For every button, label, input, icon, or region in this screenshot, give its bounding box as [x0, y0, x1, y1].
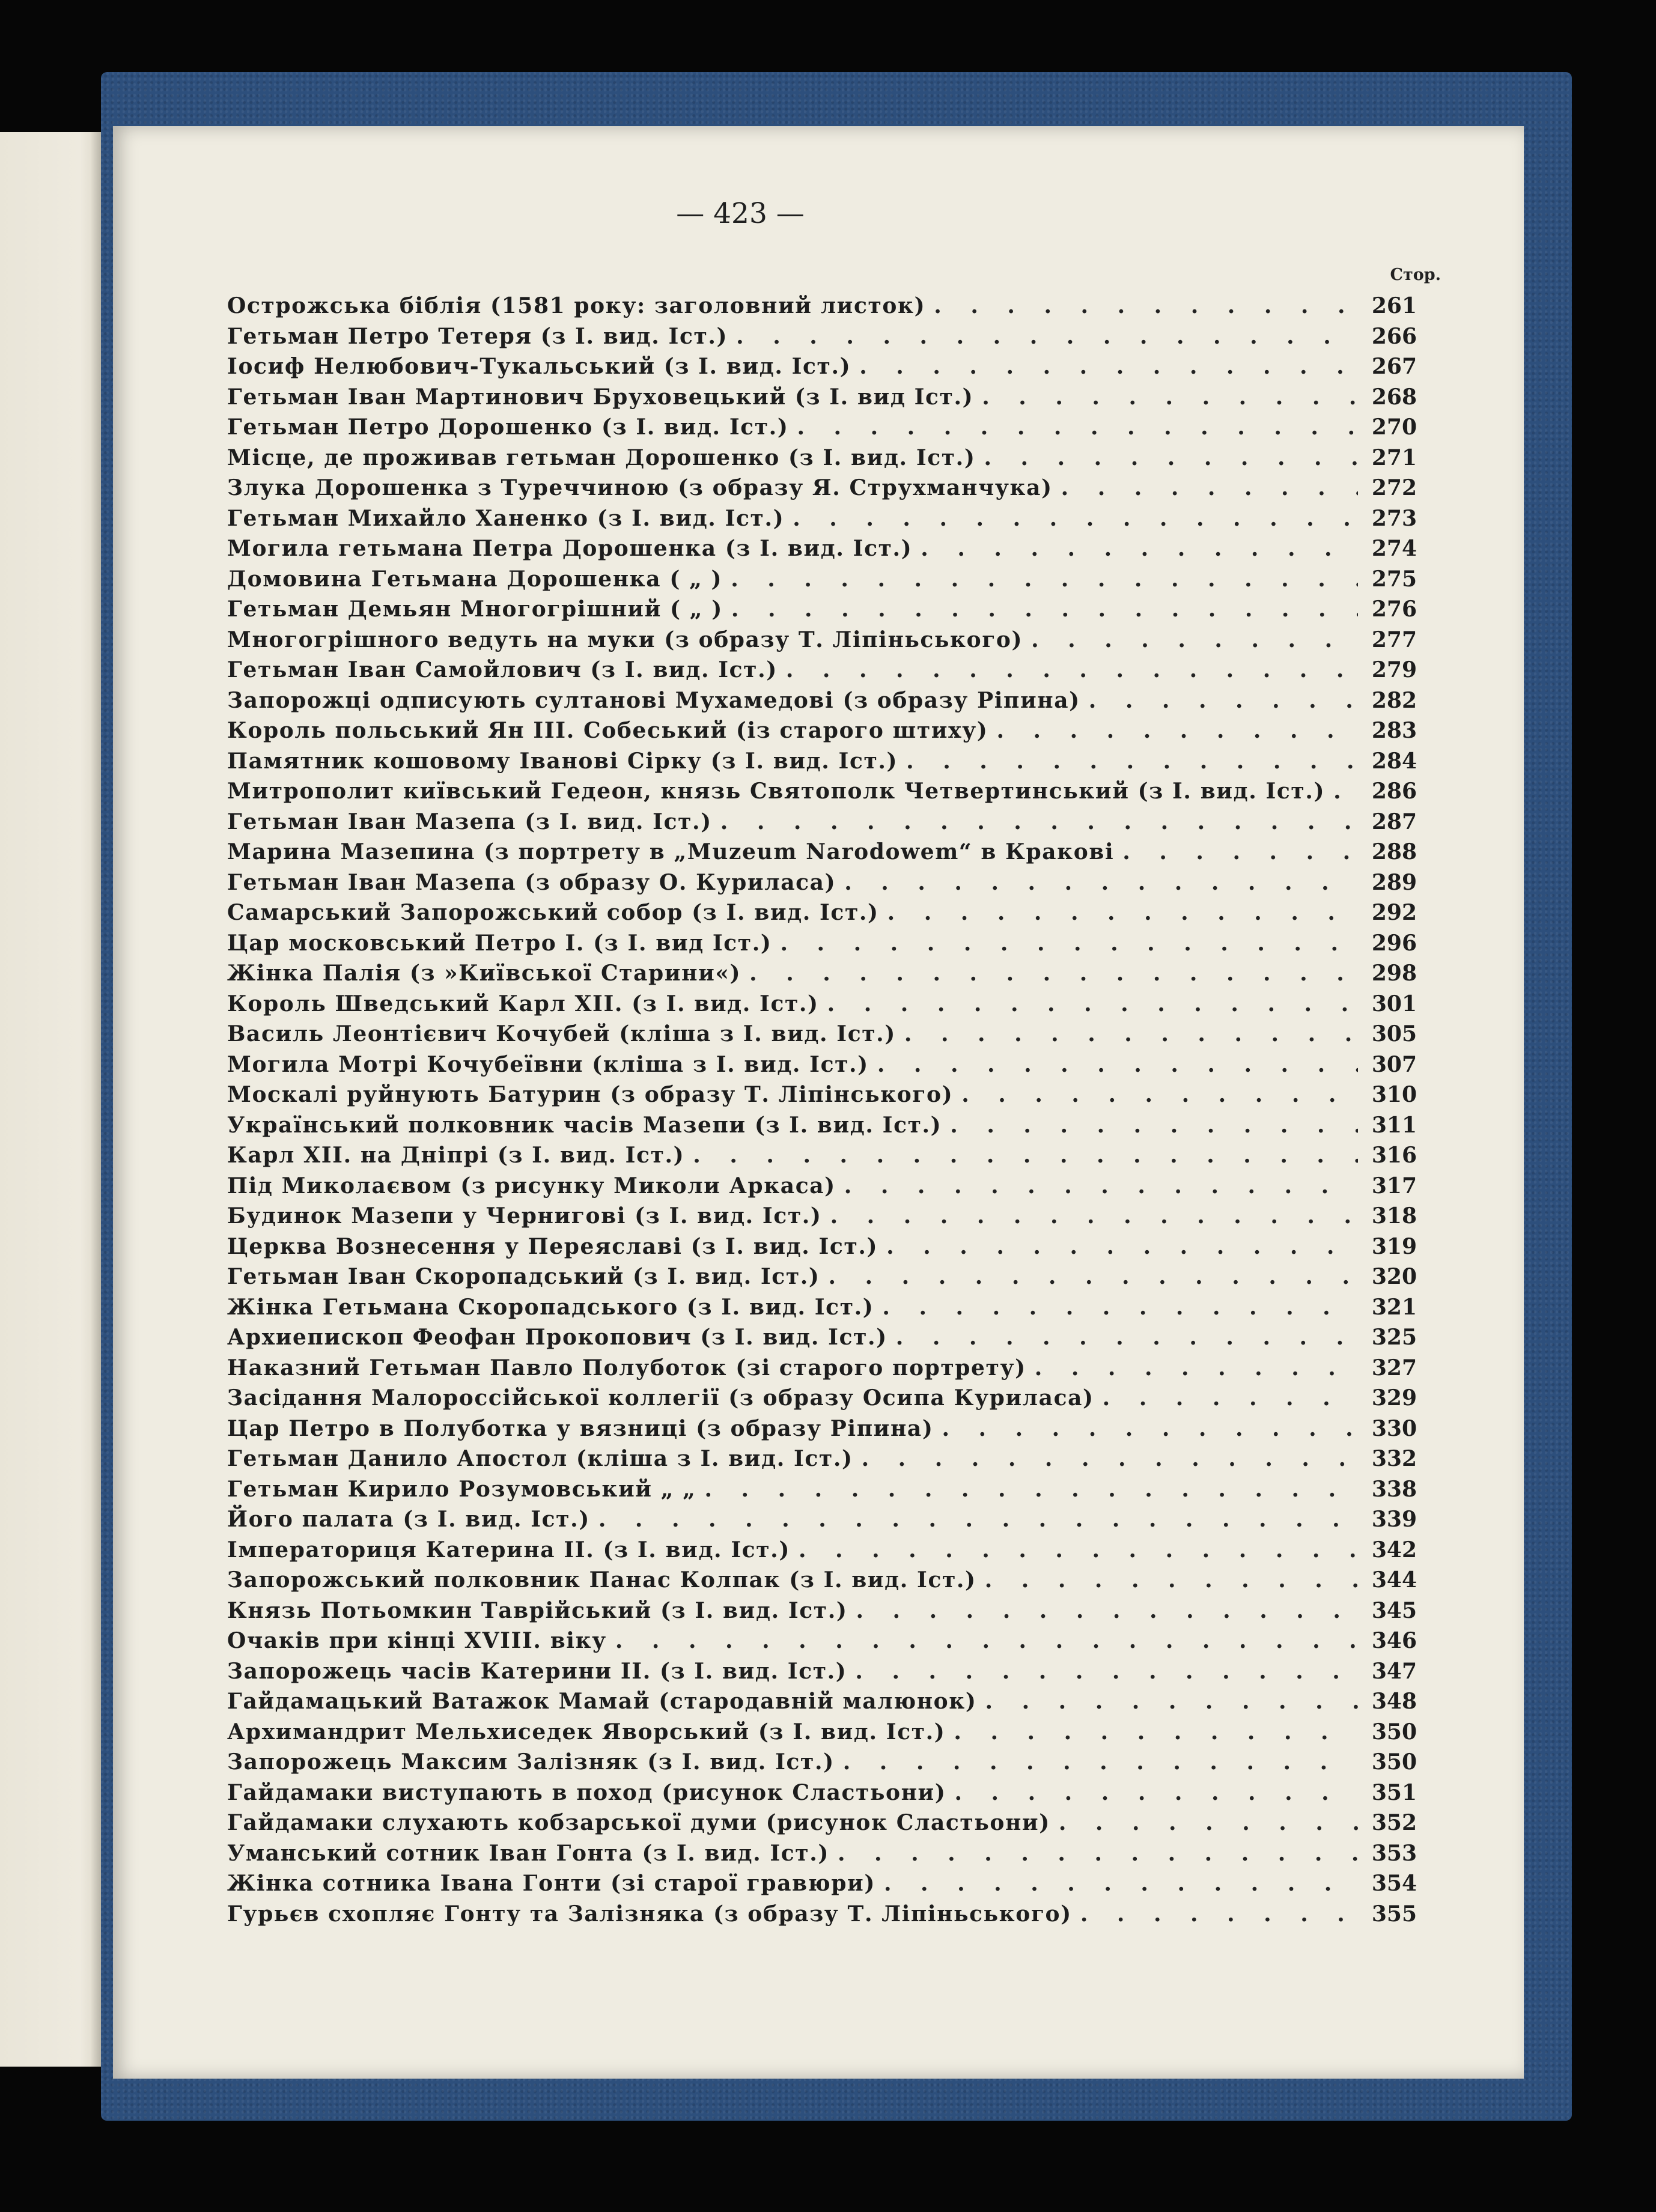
list-item [227, 1780, 1417, 1811]
dot-leader [882, 1295, 1358, 1320]
list-item [227, 1659, 1417, 1689]
entry-title: Король Шведський Карл XII. (з І. вид. Іст.) [227, 991, 819, 1016]
dot-leader [843, 1749, 1358, 1775]
dot-leader [693, 1143, 1358, 1168]
entry-page-number: 275 [1371, 566, 1417, 592]
entry-page-number: 272 [1371, 475, 1417, 500]
list-item [227, 354, 1417, 384]
entry-page-number: 319 [1371, 1233, 1417, 1259]
list-item [227, 1628, 1417, 1659]
dot-leader [950, 1113, 1358, 1138]
list-item [227, 1749, 1417, 1780]
list-item [227, 1143, 1417, 1173]
entry-title: Гетьман Петро Дорошенко (з І. вид. Іст.) [227, 415, 789, 440]
entry-page-number: 284 [1371, 748, 1417, 774]
book-page [113, 126, 1524, 2079]
list-item [227, 445, 1417, 476]
entry-title: Гурьєв схопляє Гонту та Залізняка (з образу Т. Ліпіньського) [227, 1901, 1072, 1927]
entry-page-number: 298 [1371, 961, 1417, 986]
entry-page-number: 350 [1371, 1749, 1417, 1775]
entry-title: Памятник кошовому Іванові Сірку (з І. вид. Іст.) [227, 748, 898, 774]
entry-page-number: 270 [1371, 415, 1417, 440]
dot-leader [797, 415, 1358, 440]
entry-title: Місце, де проживав гетьман Дорошенко (з І. вид. Іст.) [227, 445, 976, 470]
entry-title: Домовина Гетьмана Дорошенка ( „ ) [227, 566, 723, 592]
list-item [227, 1810, 1417, 1841]
entry-page-number: 339 [1371, 1507, 1417, 1532]
list-item [227, 1052, 1417, 1083]
list-item [227, 1082, 1417, 1113]
entry-title: Гетьман Кирило Розумовський „ „ [227, 1476, 696, 1502]
dot-leader [704, 1477, 1358, 1502]
dot-leader [844, 870, 1358, 895]
entry-page-number: 347 [1371, 1658, 1417, 1684]
list-item [227, 1264, 1417, 1295]
entry-page-number: 301 [1371, 991, 1417, 1016]
entry-page-number: 348 [1371, 1689, 1417, 1714]
entry-title: Гетьман Іван Самойлович (з І. вид. Іст.) [227, 657, 778, 682]
list-item [227, 567, 1417, 597]
list-item [227, 475, 1417, 506]
dot-leader [615, 1628, 1358, 1653]
entry-title: Гайдамаки виступають в поход (рисунок Сластьони) [227, 1779, 946, 1805]
dot-leader [887, 900, 1358, 925]
dot-leader [780, 931, 1358, 956]
entry-page-number: 311 [1371, 1112, 1417, 1138]
list-item [227, 809, 1417, 840]
list-item [227, 415, 1417, 445]
entry-page-number: 277 [1371, 627, 1417, 652]
page-number: — 423 — [676, 197, 805, 230]
entry-title: Гетьман Іван Мазепа (з образу О. Куриласа) [227, 869, 836, 895]
entry-title: Василь Леонтієвич Кочубей (кліша з І. вид. Іст.) [227, 1021, 896, 1047]
list-item [227, 991, 1417, 1022]
dot-leader [786, 657, 1358, 682]
dot-leader [934, 293, 1358, 318]
list-item [227, 839, 1417, 870]
list-item [227, 1446, 1417, 1477]
list-item [227, 657, 1417, 688]
list-item [227, 1295, 1417, 1325]
entry-page-number: 289 [1371, 869, 1417, 895]
list-item [227, 1113, 1417, 1143]
entry-title: Цар московський Петро І. (з І. вид Іст.) [227, 930, 772, 956]
entry-page-number: 325 [1371, 1325, 1417, 1350]
dot-leader [1061, 475, 1358, 500]
entry-title: Марина Мазепина (з портрету в „Muzeum Narodowem“ в Кракові [227, 839, 1115, 864]
entry-title: Гетьман Петро Тетеря (з І. вид. Іст.) [227, 323, 728, 349]
list-item [227, 961, 1417, 991]
dot-leader [856, 1598, 1358, 1623]
dot-leader [996, 718, 1358, 743]
dot-leader [1103, 1385, 1358, 1411]
entry-title: Запорожський полковник Панас Колпак (з І. вид. Іст.) [227, 1567, 976, 1593]
entry-page-number: 320 [1371, 1264, 1417, 1289]
entry-page-number: 268 [1371, 384, 1417, 410]
entry-title: Цар Петро в Полуботка у вязниці (з образу Ріпина) [227, 1415, 934, 1441]
entry-page-number: 316 [1371, 1143, 1417, 1168]
entry-title: Жінка сотника Івана Гонти (зі старої гравюри) [227, 1871, 875, 1896]
dot-leader [799, 1537, 1358, 1563]
list-item [227, 688, 1417, 719]
dot-leader [844, 1173, 1358, 1199]
list-item [227, 870, 1417, 901]
list-item [227, 1719, 1417, 1750]
entry-page-number: 292 [1371, 900, 1417, 925]
entry-title: Уманський сотник Іван Гонта (з І. вид. Іст.) [227, 1840, 829, 1866]
entry-page-number: 338 [1371, 1476, 1417, 1502]
dot-leader [961, 1082, 1358, 1107]
entry-page-number: 346 [1371, 1628, 1417, 1653]
dot-leader [904, 1021, 1358, 1047]
entry-page-number: 274 [1371, 536, 1417, 561]
dot-leader [954, 1780, 1358, 1805]
entry-title: Запорожець часів Катерини II. (з І. вид. Іст.) [227, 1658, 847, 1684]
entry-title: Засідання Малороссійської коллегії (з образу Осипа Куриласа) [227, 1385, 1094, 1411]
entry-page-number: 345 [1371, 1597, 1417, 1623]
entry-title: Запорожець Максим Залізняк (з І. вид. Іст.) [227, 1749, 835, 1775]
list-item [227, 293, 1417, 324]
entry-page-number: 288 [1371, 839, 1417, 864]
dot-leader [985, 1689, 1358, 1714]
dot-leader [985, 1567, 1358, 1593]
dot-leader [830, 1203, 1358, 1229]
entry-page-number: 305 [1371, 1021, 1417, 1047]
entry-page-number: 351 [1371, 1779, 1417, 1805]
entry-page-number: 287 [1371, 809, 1417, 834]
dot-leader [598, 1507, 1358, 1532]
entry-page-number: 286 [1371, 779, 1417, 804]
list-item [227, 1173, 1417, 1204]
entry-page-number: 344 [1371, 1567, 1417, 1593]
dot-leader [1059, 1810, 1358, 1835]
entry-page-number: 296 [1371, 930, 1417, 956]
entry-page-number: 350 [1371, 1719, 1417, 1745]
dot-leader [720, 809, 1358, 834]
entry-title: Гетьман Іван Мазепа (з І. вид. Іст.) [227, 809, 712, 834]
entry-title: Архиепископ Феофан Прокопович (з І. вид. Іст.) [227, 1325, 887, 1350]
list-item [227, 384, 1417, 415]
entry-page-number: 267 [1371, 354, 1417, 379]
list-item [227, 1537, 1417, 1568]
entry-title: Очаків при кінці XVIII. віку [227, 1628, 607, 1653]
entry-title: Злука Дорошенка з Туреччиною (з образу Я. Струхманчука) [227, 475, 1053, 500]
dot-leader [862, 1446, 1358, 1471]
dot-leader [896, 1325, 1358, 1350]
entry-title: Гетьман Данило Апостол (кліша з І. вид. Іст.) [227, 1446, 853, 1471]
dot-leader [1333, 779, 1358, 804]
dot-leader [731, 597, 1358, 622]
list-item [227, 1355, 1417, 1386]
list-item [227, 1325, 1417, 1355]
entry-page-number: 355 [1371, 1901, 1417, 1927]
dot-leader [982, 384, 1358, 410]
dot-leader [877, 1052, 1358, 1077]
entry-title: Могила Мотрі Кочубеївни (кліша з І. вид. Іст.) [227, 1051, 869, 1077]
entry-title: Його палата (з І. вид. Іст.) [227, 1507, 590, 1532]
entry-title: Імператориця Катерина II. (з І. вид. Іст.) [227, 1537, 790, 1563]
entry-title: Український полковник часів Мазепи (з І. вид. Іст.) [227, 1112, 942, 1138]
list-item [227, 627, 1417, 658]
dot-leader [886, 1234, 1358, 1259]
dot-leader [736, 324, 1358, 349]
entry-title: Гетьман Іван Мартинович Бруховецький (з І. вид Іст.) [227, 384, 974, 410]
entry-page-number: 353 [1371, 1840, 1417, 1866]
list-item [227, 1385, 1417, 1416]
dot-leader [793, 506, 1358, 531]
entry-title: Многогрішного ведуть на муки (з образу Т. Ліпіньського) [227, 627, 1023, 652]
entry-page-number: 282 [1371, 687, 1417, 713]
entry-title: Гетьман Іван Скоропадський (з І. вид. Іст.) [227, 1264, 820, 1289]
dot-leader [855, 1659, 1358, 1684]
dot-leader [1080, 1901, 1358, 1927]
entry-title: Митрополит київський Гедеон, князь Святополк Четвертинський (з І. вид. Іст.) [227, 779, 1326, 804]
entry-page-number: 279 [1371, 657, 1417, 682]
dot-leader [1122, 839, 1358, 864]
list-item [227, 1901, 1417, 1932]
list-item [227, 597, 1417, 627]
entry-page-number: 271 [1371, 445, 1417, 470]
entry-title: Гетьман Михайло Ханенко (з І. вид. Іст.) [227, 505, 785, 531]
list-item [227, 931, 1417, 961]
dot-leader [731, 567, 1358, 592]
entry-title: Архимандрит Мельхиседек Яворський (з І. вид. Іст.) [227, 1719, 946, 1745]
entry-title: Іосиф Нелюбович-Тукальський (з І. вид. Іст.) [227, 354, 851, 379]
dot-leader [827, 991, 1358, 1016]
entry-title: Князь Потьомкин Таврійський (з І. вид. Іст.) [227, 1597, 848, 1623]
entry-title: Гайдамаки слухають кобзарської думи (рисунок Сластьони) [227, 1810, 1050, 1835]
entry-page-number: 261 [1371, 293, 1417, 318]
entry-title: Жінка Палія (з »Київської Старини«) [227, 961, 741, 986]
list-item [227, 506, 1417, 536]
entry-page-number: 273 [1371, 505, 1417, 531]
list-item [227, 1689, 1417, 1719]
dot-leader [954, 1719, 1358, 1745]
list-item [227, 718, 1417, 749]
entry-title: Гайдамацький Ватажок Мамай (стародавній малюнок) [227, 1689, 977, 1714]
entry-page-number: 330 [1371, 1415, 1417, 1441]
entry-page-number: 283 [1371, 718, 1417, 743]
dot-leader [1035, 1355, 1358, 1381]
entry-title: Карл XII. на Дніпрі (з І. вид. Іст.) [227, 1143, 685, 1168]
entry-page-number: 354 [1371, 1871, 1417, 1896]
dot-leader [984, 445, 1358, 470]
list-item [227, 1203, 1417, 1234]
list-item [227, 1477, 1417, 1507]
entry-page-number: 318 [1371, 1203, 1417, 1229]
dot-leader [838, 1841, 1358, 1866]
dot-leader [1031, 627, 1358, 652]
entry-page-number: 352 [1371, 1810, 1417, 1835]
entry-title: Гетьман Демьян Многогрішний ( „ ) [227, 597, 723, 622]
entry-title: Жінка Гетьмана Скоропадського (з І. вид. Іст.) [227, 1294, 874, 1320]
dot-leader [829, 1264, 1358, 1289]
list-item [227, 900, 1417, 931]
dot-leader [1089, 688, 1358, 713]
page-column-label: Стор. [1390, 266, 1441, 284]
entry-page-number: 342 [1371, 1537, 1417, 1563]
entry-title: Наказний Гетьман Павло Полуботок (зі старого портрету) [227, 1355, 1026, 1381]
entry-title: Будинок Мазепи у Чернигові (з І. вид. Іст.) [227, 1203, 822, 1229]
dot-leader [884, 1871, 1358, 1896]
entry-page-number: 266 [1371, 323, 1417, 349]
entry-title: Король польський Ян III. Собеський (із старого штиху) [227, 718, 988, 743]
list-item [227, 1234, 1417, 1265]
list-item [227, 1416, 1417, 1447]
entry-page-number: 327 [1371, 1355, 1417, 1381]
entry-page-number: 332 [1371, 1446, 1417, 1471]
list-item [227, 749, 1417, 779]
entry-page-number: 310 [1371, 1082, 1417, 1107]
list-item [227, 779, 1417, 809]
dot-leader [859, 354, 1358, 379]
dot-leader [942, 1416, 1358, 1441]
entry-title: Острожська біблія (1581 року: заголовний листок) [227, 293, 926, 318]
dot-leader [749, 961, 1358, 986]
entry-title: Самарський Запорожський собор (з І. вид. Іст.) [227, 900, 879, 925]
entry-page-number: 321 [1371, 1294, 1417, 1320]
entry-page-number: 307 [1371, 1051, 1417, 1077]
dot-leader [921, 536, 1358, 561]
list-item [227, 1567, 1417, 1598]
dot-leader [906, 749, 1358, 774]
entry-title: Під Миколаєвом (з рисунку Миколи Аркаса) [227, 1173, 836, 1199]
entry-page-number: 329 [1371, 1385, 1417, 1411]
list-item [227, 1841, 1417, 1871]
list-of-illustrations [227, 293, 1417, 1931]
list-item [227, 536, 1417, 567]
list-item [227, 1598, 1417, 1629]
entry-title: Запорожці одписують султанові Мухамедові (з образу Ріпина) [227, 687, 1080, 713]
entry-title: Могила гетьмана Петра Дорошенка (з І. вид. Іст.) [227, 536, 913, 561]
list-item [227, 1871, 1417, 1901]
entry-page-number: 276 [1371, 597, 1417, 622]
list-item [227, 1021, 1417, 1052]
entry-page-number: 317 [1371, 1173, 1417, 1199]
entry-title: Церква Вознесення у Переяславі (з І. вид. Іст.) [227, 1233, 878, 1259]
list-item [227, 1507, 1417, 1537]
list-item [227, 324, 1417, 354]
entry-title: Москалі руйнують Батурин (з образу Т. Ліпінського) [227, 1082, 954, 1107]
